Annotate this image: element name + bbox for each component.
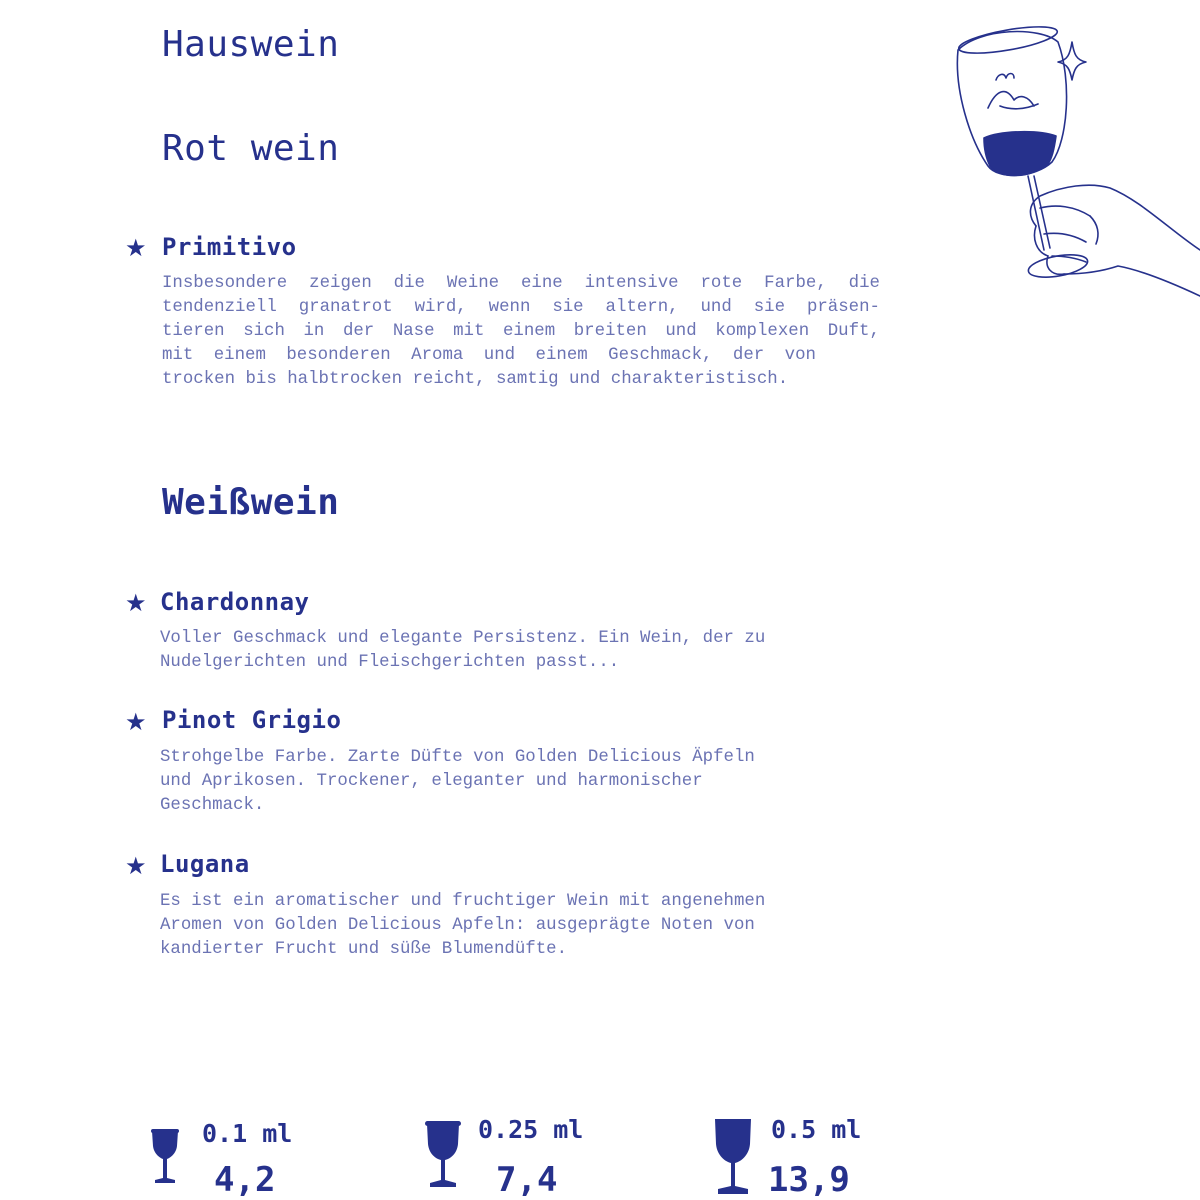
wine-description-primitivo: [162, 272, 880, 392]
description-line: [162, 320, 880, 344]
description-word: zeigen: [309, 274, 372, 293]
price-size-medium: 0.25 ml: [478, 1115, 584, 1144]
price-value-large: 13,9: [768, 1160, 850, 1200]
star-icon: ★: [125, 708, 147, 736]
wine-name-primitivo: Primitivo: [162, 233, 297, 261]
wine-name-lugana: Lugana: [160, 850, 250, 878]
description-word: die: [393, 274, 425, 293]
description-word: komplexen: [715, 322, 810, 341]
description-word: Duft,: [827, 322, 880, 341]
description-line: Aromen von Golden Delicious Apfeln: ausgeprägte Noten von: [160, 916, 755, 935]
hand-holding-wine-glass-illustration: [940, 20, 1200, 310]
description-line: Es ist ein aromatischer und fruchtiger Wein mit angenehmen: [160, 892, 766, 911]
description-word: Weine: [446, 274, 500, 293]
description-line: und Aprikosen. Trockener, eleganter und harmonischer: [160, 772, 703, 791]
wine-description-chardonnay: [160, 627, 765, 675]
red-wine-heading: Rot wein: [162, 128, 340, 169]
description-word: in: [303, 322, 325, 341]
wine-description-lugana: [160, 890, 765, 962]
wine-description-pinot-grigio: [160, 746, 755, 818]
description-line: Geschmack.: [160, 796, 265, 815]
description-line: kandierter Frucht und süße Blumendüfte.: [160, 940, 568, 959]
description-word: und: [665, 322, 697, 341]
description-line: [162, 272, 880, 296]
wine-name-chardonnay: Chardonnay: [160, 588, 310, 616]
price-value-small: 4,2: [214, 1160, 276, 1200]
price-size-small: 0.1 ml: [202, 1119, 293, 1148]
star-icon: ★: [125, 589, 147, 617]
price-value-medium: 7,4: [496, 1160, 558, 1200]
menu-title: Hauswein: [162, 24, 340, 65]
description-word: der: [342, 322, 375, 341]
description-word: sie: [753, 298, 786, 317]
description-word: präsen-: [806, 298, 880, 317]
description-line: Nudelgerichten und Fleischgerichten passt...: [160, 653, 620, 672]
description-word: tendenziell: [162, 298, 277, 317]
star-icon: ★: [125, 852, 147, 880]
description-word: wird,: [414, 298, 467, 317]
description-word: sie: [552, 298, 584, 317]
description-line: mit einem besonderen Aroma und einem Geschmack, der von: [162, 346, 816, 365]
description-word: granatrot: [298, 298, 393, 317]
description-word: mit: [453, 322, 485, 341]
description-word: sich: [243, 322, 285, 341]
description-word: intensive: [584, 274, 679, 293]
wine-name-pinot-grigio: Pinot Grigio: [162, 706, 342, 734]
description-line: trocken bis halbtrocken reicht, samtig und charakteristisch.: [162, 370, 789, 389]
description-word: die: [848, 274, 880, 293]
large-wine-glass-icon: [712, 1116, 754, 1196]
description-word: und: [700, 298, 732, 317]
medium-wine-glass-icon: [424, 1120, 462, 1190]
small-wine-glass-icon: [150, 1128, 180, 1186]
description-word: altern,: [605, 298, 679, 317]
white-wine-heading: Weißwein: [162, 482, 340, 523]
description-word: wenn: [488, 298, 531, 317]
description-line: [162, 296, 880, 320]
description-word: eine: [520, 274, 563, 293]
description-word: einem: [503, 322, 556, 341]
description-word: Insbesondere: [162, 274, 288, 293]
description-word: breiten: [573, 322, 647, 341]
description-word: Nase: [392, 322, 435, 341]
description-word: rote: [700, 274, 743, 293]
price-size-large: 0.5 ml: [771, 1115, 862, 1144]
description-line: Voller Geschmack und elegante Persistenz. Ein Wein, der zu: [160, 629, 766, 648]
description-word: Farbe,: [764, 274, 827, 293]
star-icon: ★: [125, 234, 147, 262]
description-line: Strohgelbe Farbe. Zarte Düfte von Golden Delicious Äpfeln: [160, 748, 755, 767]
description-word: tieren: [162, 322, 225, 341]
